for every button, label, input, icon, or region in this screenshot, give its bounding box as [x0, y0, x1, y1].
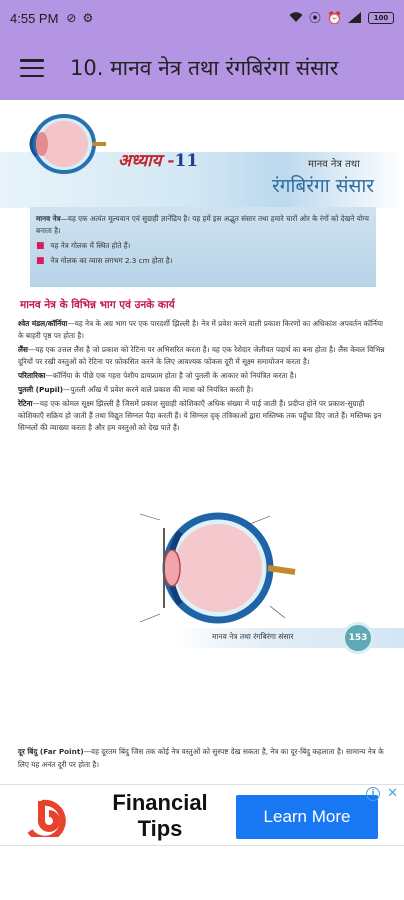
list-item: ■ नेत्र गोलक का व्यास लगभग 2.3 cm होता है। — [36, 256, 173, 266]
status-bar — [0, 0, 404, 36]
eye-thumbnail-icon — [16, 114, 106, 176]
battery-icon: 100 — [368, 12, 394, 24]
chapter-title: रंगबिरंगा संसार — [272, 175, 375, 197]
chapter-subtitle: मानव नेत्र तथा — [308, 159, 360, 170]
system-nav-bar — [0, 846, 404, 900]
page-title: 10. मानव नेत्र तथा रंगबिरंगा संसार — [70, 56, 339, 80]
ad-close-icon[interactable]: ✕ — [387, 786, 398, 801]
alarm-icon: ⏰ — [327, 11, 342, 25]
page-footer-text: मानव नेत्र तथा रंगबिरंगा संसार — [212, 632, 294, 641]
intro-term: मानव नेत्र — [36, 214, 61, 223]
section-heading: मानव नेत्र के विभिन्न भाग एवं उनके कार्य — [20, 299, 175, 311]
body-text — [18, 318, 390, 436]
paragraph: परितारिका—कॉर्निया के पीछे एक गहरा पेशीय डायफ्राम होता है जो पुतली के आकार को नियंत्रित करता है। — [18, 371, 297, 380]
mute-icon: ⊘ — [66, 11, 77, 25]
intro-text: —यह एक अत्यंत मूल्यवान एवं सुग्राही ज्ञानेंद्रिय है। यह हमें इस अद्भुत संसार तथा हमारे चारों ओर के रंगों को देखने योग्य बनाता है। — [36, 214, 369, 235]
wifi-icon — [289, 12, 303, 25]
paragraph: रेटिना—यह एक कोमल सूक्ष्म झिल्ली है जिसमें प्रकाश सुग्राही कोशिकाएँ अधिक संख्या में पाई जाती हैं। प्रदीप्त होने पर प्रकाश-सुग्राही कोशिकाएँ सक्रिय हो जाती हैं तथा विद्युत सिग्नल पैदा करती हैं। ये सिग्नल दृक् तंत्रिकाओं द्वारा मस्तिष्क तक पहुँचा दिए जाते हैं। मस्तिष्क इन सिग्नलों की व्याख्या करता है और हम वस्तुओं को देख पाते हैं। — [18, 399, 382, 432]
paragraph: श्वेत मंडल/कॉर्निया—यह नेत्र के अग्र भाग पर एक पारदर्शी झिल्ली है। नेत्र में प्रवेश करने वाली प्रकाश किरणों का अधिकांश अपवर्तन कॉर्निया के बाहरी पृष्ठ पर होता है। — [18, 319, 384, 340]
learn-more-button[interactable]: Learn More — [236, 795, 378, 839]
paragraph: दूर बिंदु (Far Point)—वह दूरतम बिंदु जिस तक कोई नेत्र वस्तुओं को सुस्पष्ट देख सकता है, नेत्र का दूर-बिंदु कहलाता है। सामान्य नेत्र के लिए यह अनंत दूरी पर होता है। — [18, 747, 384, 769]
app-bar — [0, 36, 404, 100]
bullet-icon: ■ — [36, 241, 45, 251]
paragraph: पुतली (Pupil)—पुतली आँख में प्रवेश करने वाले प्रकाश की मात्रा को नियंत्रित करती है। — [18, 385, 254, 394]
page-number: 153 — [342, 622, 374, 654]
list-item: ■ यह नेत्र गोलक में स्थित होते हैं। — [36, 241, 131, 251]
chapter-header — [0, 110, 404, 210]
data-saver-icon: ⦿ — [309, 11, 322, 25]
intro-box — [30, 207, 376, 287]
menu-icon[interactable] — [20, 59, 44, 77]
book-page[interactable] — [0, 100, 404, 784]
paragraph: लैंस—यह एक उत्तल लैंस है जो प्रकाश को रेटिना पर अभिसरित करता है। यह एक रेशेदार जेलीवत पदार्थ का बना होता है। लैंस केवल विभिन्न दूरियों पर रखी वस्तुओं को रेटिना पर फ़ोकसित करने के लिए आवश्यक फोकस दूरी में सूक्ष्म समायोजन करता है। — [18, 345, 385, 366]
ad-info-icon[interactable]: i — [366, 787, 380, 801]
bullet-icon: ■ — [36, 256, 45, 266]
settings-icon: ⚙ — [82, 11, 94, 25]
eye-diagram — [120, 510, 300, 628]
chapter-number: 11 — [174, 151, 199, 171]
signal-icon — [348, 12, 362, 25]
ad-logo-icon — [22, 795, 70, 837]
status-time: 4:55 PM — [10, 10, 59, 26]
chapter-label: अध्याय -11 — [118, 151, 199, 171]
ad-banner[interactable] — [0, 784, 404, 846]
ad-title[interactable]: Financial Tips — [112, 790, 208, 841]
